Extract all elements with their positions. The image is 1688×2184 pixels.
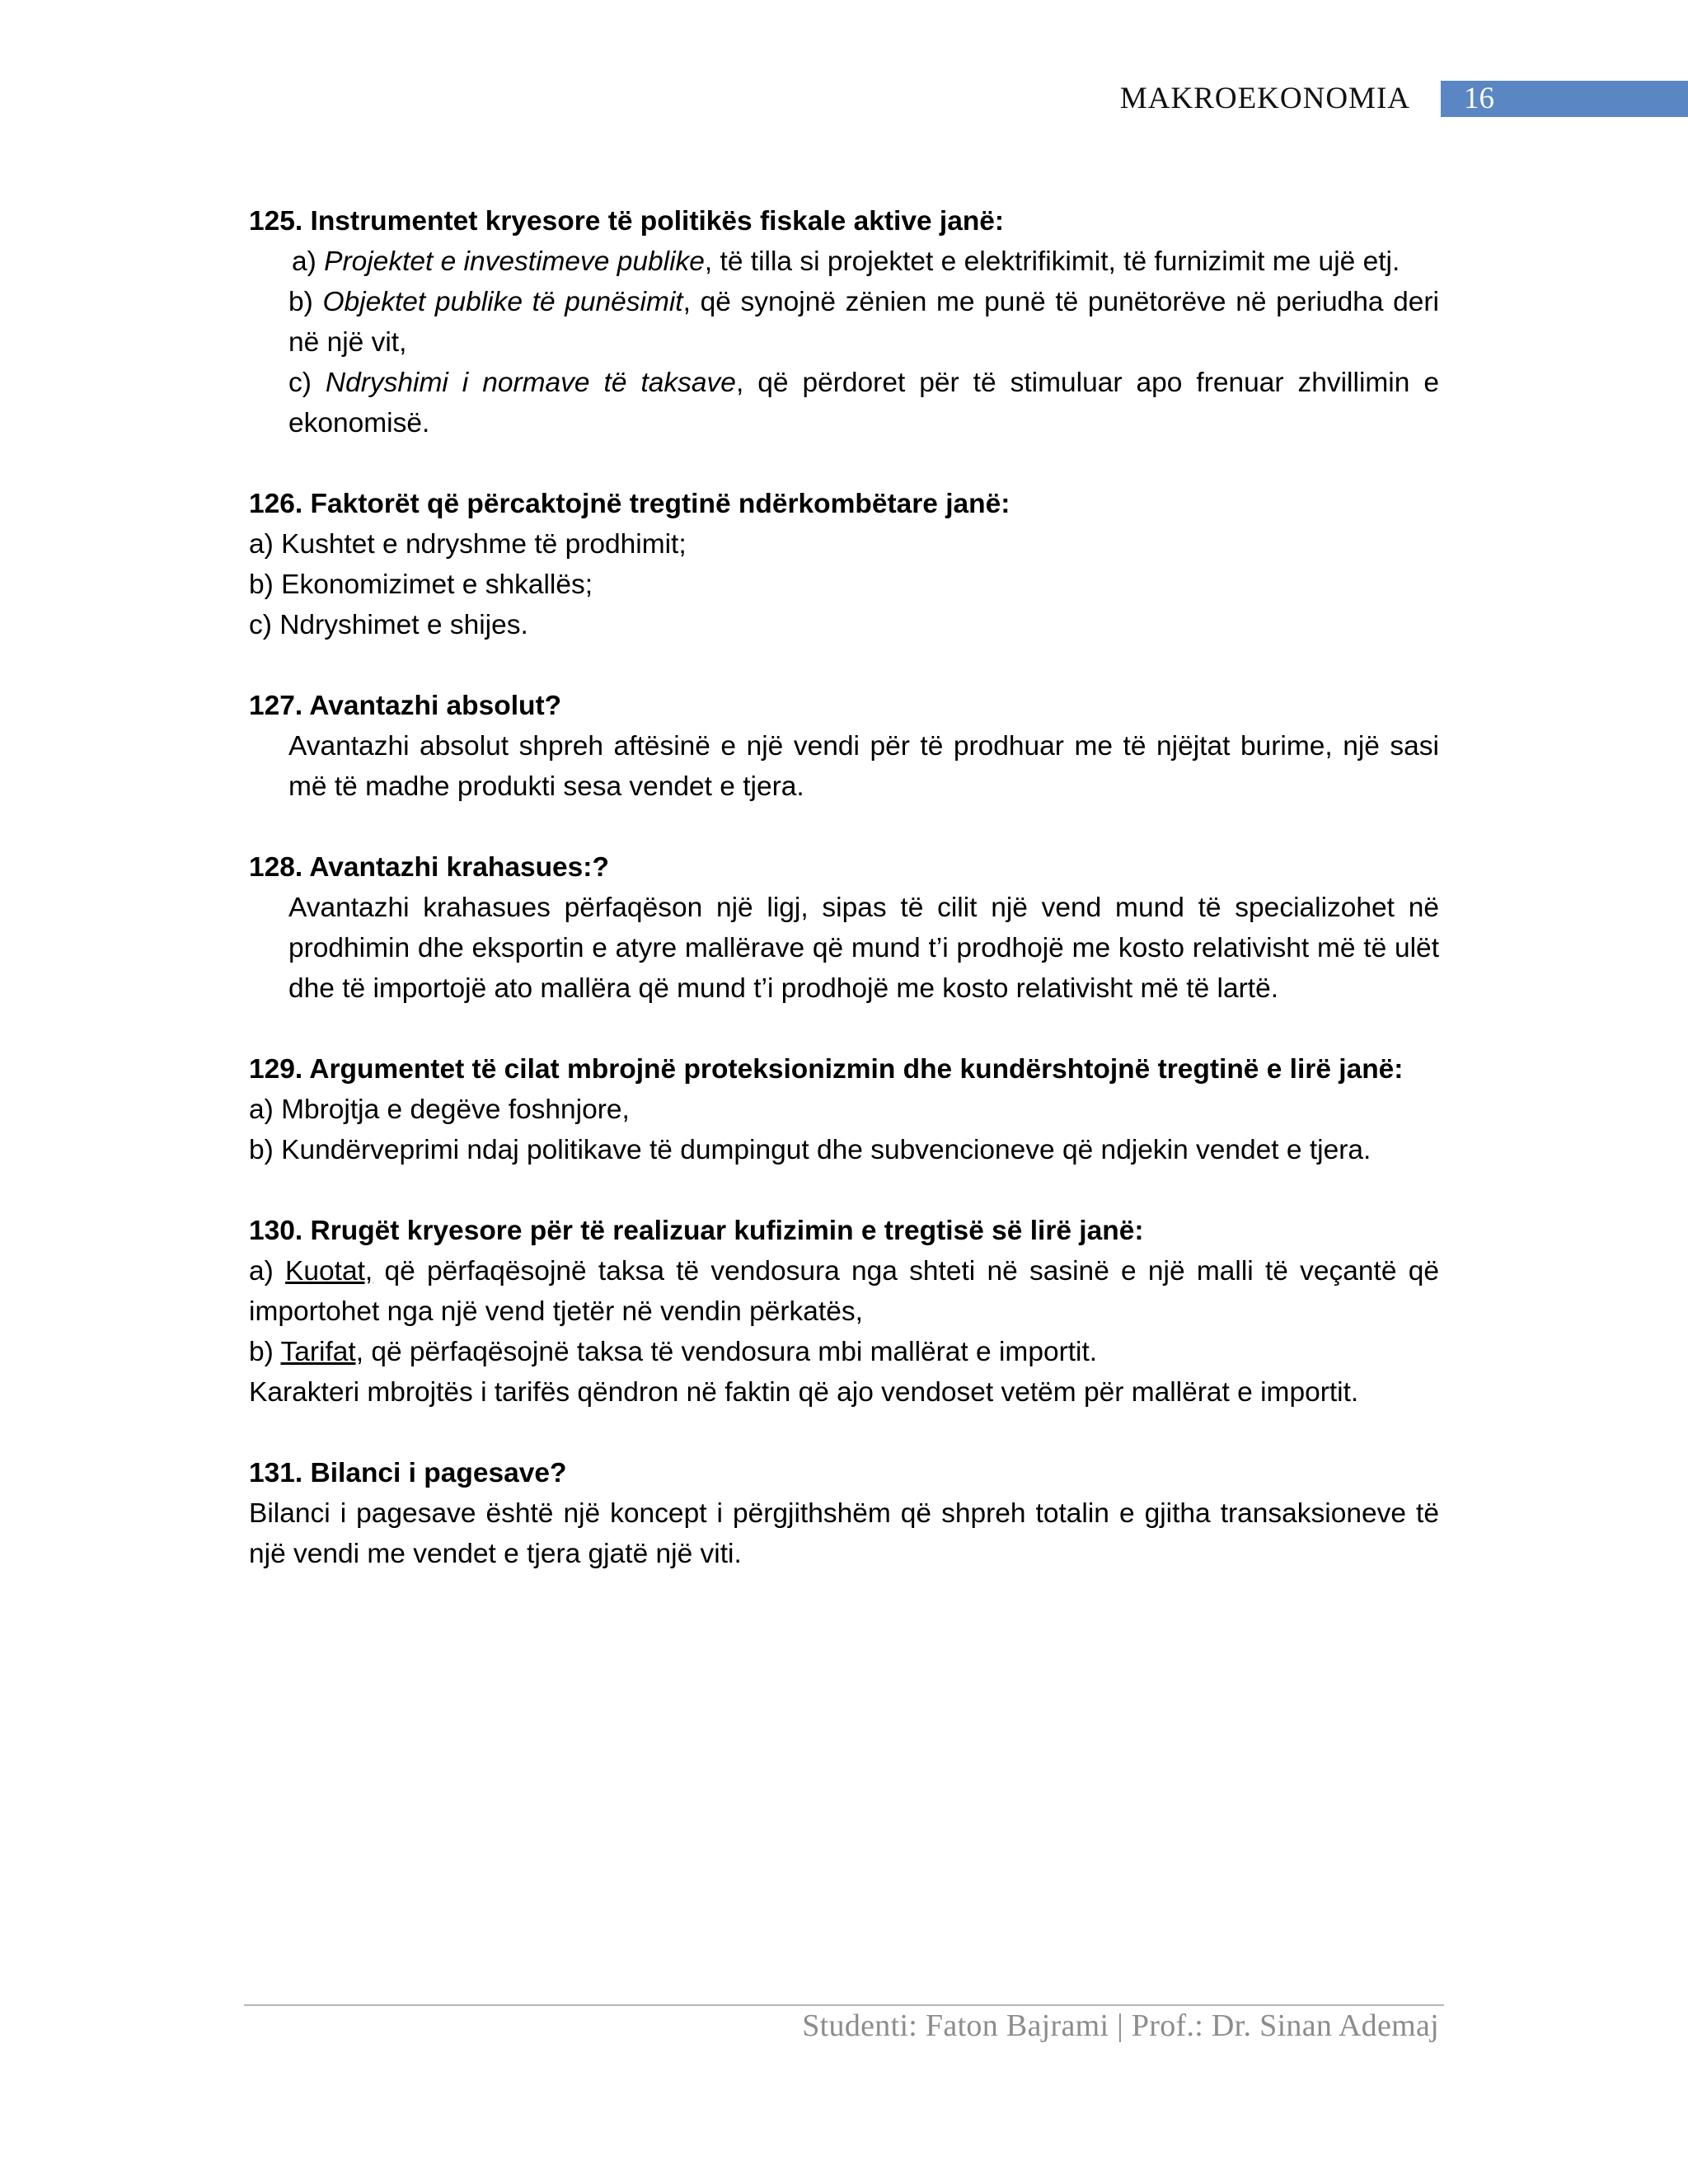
question-126 [249, 484, 1439, 645]
list-item: a) Mbrojtja e degëve foshnjore, [249, 1094, 630, 1125]
question-127 [249, 686, 1439, 807]
answer-text: Bilanci i pagesave është një koncept i përgjithshëm që shpreh totalin e gjitha transaksioneve të një vendi me vendet e tjera gjatë një viti. [249, 1498, 1439, 1569]
question-title: 130. Rrugët kryesore për të realizuar kufizimin e tregtisë së lirë janë: [249, 1216, 1144, 1246]
answer-prefix: b) [249, 1337, 281, 1367]
question-title: 127. Avantazhi absolut? [249, 691, 562, 721]
footer-divider [244, 2004, 1444, 2006]
answer-text: Avantazhi krahasues përfaqëson një ligj, sipas të cilit një vend mund të specializohet në prodhimin dhe eksportin e atyre mallërave që mund t’i prodhojë me kosto relativisht më të ulët dhe të importojë ato mallëra që mund t’i prodhojë me kosto relativisht më të lartë. [288, 893, 1439, 1004]
answer-term: Objektet publike të punësimit [322, 287, 683, 317]
answer-prefix: a) [292, 246, 325, 277]
page-content [249, 201, 1439, 1615]
question-title: 128. Avantazhi krahasues:? [249, 852, 609, 883]
answer-note: Karakteri mbrojtës i tarifës qëndron në faktin që ajo vendoset vetëm për mallërat e importit. [249, 1377, 1359, 1408]
answer-prefix: c) [288, 368, 326, 398]
question-130 [249, 1211, 1439, 1413]
question-131 [249, 1453, 1439, 1574]
answer-term: Ndryshimi i normave të taksave [325, 368, 736, 398]
answer-text: Avantazhi absolut shpreh aftësinë e një vendi për të prodhuar me të njëjtat burime, një sasi më të madhe produkti sesa vendet e tjera. [288, 731, 1439, 802]
question-title: 126. Faktorët që përcaktojnë tregtinë ndërkombëtare janë: [249, 489, 1010, 519]
answer-b [249, 1332, 1439, 1372]
answer-prefix: b) [288, 287, 323, 317]
answer-a [249, 1251, 1439, 1332]
question-title: 129. Argumentet të cilat mbrojnë proteksionizmin dhe kundërshtojnë tregtinë e lirë janë: [249, 1054, 1404, 1085]
question-125 [249, 201, 1439, 443]
answer-term: Kuotat, [285, 1256, 373, 1286]
answer-text: , që përdoret për të stimuluar apo frenuar zhvillimin e ekonomisë. [288, 368, 1439, 438]
answer-c [249, 363, 1439, 443]
question-128 [249, 847, 1439, 1009]
answer-text: , të tilla si projektet e elektrifikimit, të furnizimit me ujë etj. [704, 246, 1400, 277]
list-item: a) Kushtet e ndryshme të prodhimit; [249, 529, 687, 560]
answer-term: Projektet e investimeve publike [324, 246, 705, 277]
answer-b [249, 282, 1439, 363]
question-title: 125. Instrumentet kryesore të politikës fiskale aktive janë: [249, 206, 1005, 237]
page-number-badge [1441, 81, 1688, 117]
header-title: MAKROEKONOMIA [1119, 82, 1410, 115]
question-title: 131. Bilanci i pagesave? [249, 1458, 567, 1488]
answer-text: , që synojnë zënien me punë të punëtorëve në periudha deri në një vit, [288, 287, 1439, 358]
list-item: b) Kundërveprimi ndaj politikave të dumpingut dhe subvencioneve që ndjekin vendet e tjera. [249, 1135, 1372, 1165]
answer-prefix: a) [249, 1256, 286, 1286]
list-item: c) Ndryshimet e shijes. [249, 610, 528, 640]
answer-term: Tarifat, [280, 1337, 364, 1367]
answer-text: që përfaqësojnë taksa të vendosura nga shteti në sasinë e një malli të veçantë që importohet nga një vend tjetër në vendin përkatës, [249, 1256, 1439, 1327]
answer-text: që përfaqësojnë taksa të vendosura mbi mallërat e importit. [363, 1337, 1098, 1367]
list-item: b) Ekonomizimet e shkallës; [249, 569, 593, 600]
footer-text: Studenti: Faton Bajrami | Prof.: Dr. Sinan Ademaj [802, 2008, 1439, 2043]
answer-a [249, 241, 1439, 282]
page-number: 16 [1464, 82, 1494, 115]
question-129 [249, 1049, 1439, 1170]
